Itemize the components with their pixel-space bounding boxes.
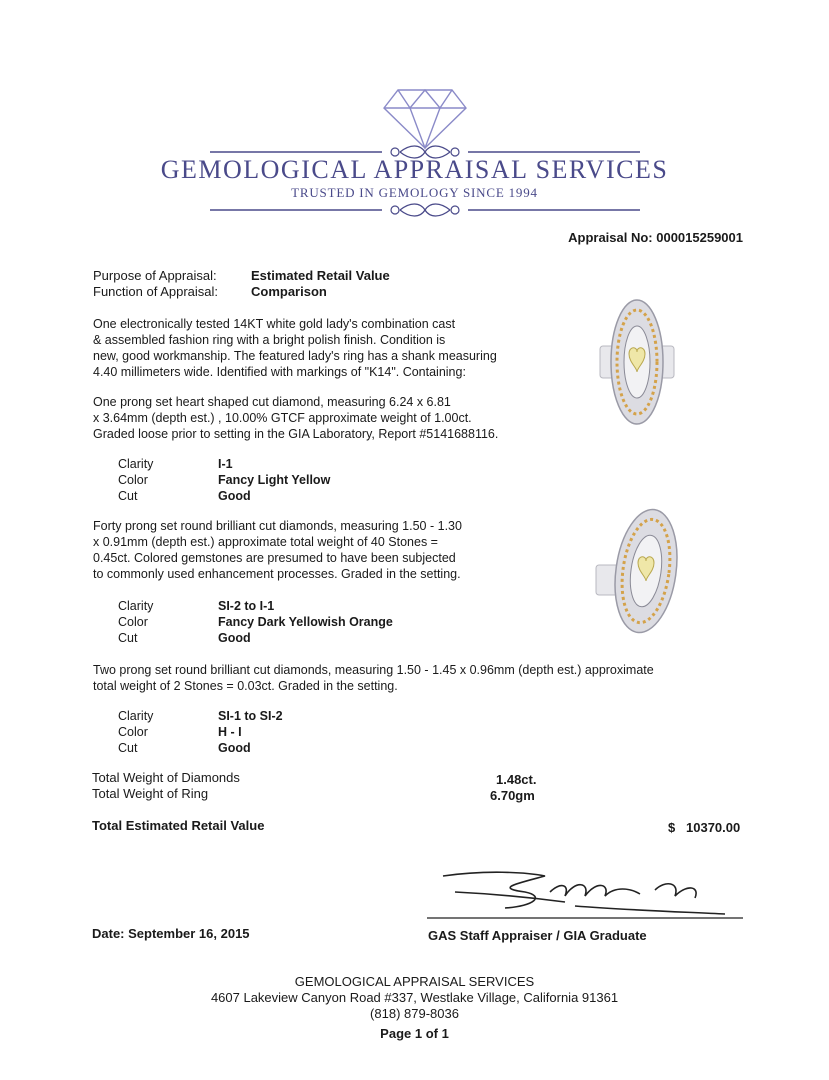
ring-description: One electronically tested 14KT white gold lady's combination cast & assembled fashion ring with a bright polish finish. Condition is new, good workmanship. The featured lady's ring has a shank measuring 4.40 millimeters wide. Identified with markings of "K14". Containing:	[93, 317, 497, 379]
diamond-logo-icon	[380, 86, 470, 150]
appraisal-number: Appraisal No: 000015259001	[568, 230, 743, 245]
purpose-label: Purpose of Appraisal:	[93, 268, 217, 283]
appraiser-signature	[425, 862, 745, 926]
stone3-description: Two prong set round brilliant cut diamonds, measuring 1.50 - 1.45 x 0.96mm (depth est.) approximate total weight of 2 Stones = 0.03ct. Graded in the setting.	[93, 663, 654, 693]
stone3-values: SI-1 to SI-2 H - I Good	[218, 709, 283, 755]
bottom-ornament-rule	[210, 200, 640, 220]
purpose-value: Estimated Retail Value	[251, 268, 390, 283]
company-name: GEMOLOGICAL APPRAISAL SERVICES	[160, 155, 669, 184]
footer-phone: (818) 879-8036	[370, 1006, 459, 1021]
function-value: Comparison	[251, 284, 327, 299]
total-diamonds-value: 1.48ct.	[496, 772, 537, 787]
currency-symbol: $	[668, 820, 676, 835]
total-ring-value: 6.70gm	[490, 788, 535, 803]
total-diamonds-label: Total Weight of Diamonds	[92, 770, 240, 785]
total-value: 10370.00	[686, 820, 741, 835]
appraisal-date: Date: September 16, 2015	[92, 926, 250, 941]
stone3-labels: Clarity Color Cut	[118, 709, 154, 755]
total-value-label: Total Estimated Retail Value	[92, 818, 265, 833]
stone2-description: Forty prong set round brilliant cut diamonds, measuring 1.50 - 1.30 x 0.91mm (depth est.) approximate total weight of 40 Stones = 0.45ct. Colored gemstones are presumed to have been subjected to commonly used enhancement processes. Graded in the setting.	[93, 519, 462, 581]
stone1-description: One prong set heart shaped cut diamond, measuring 6.24 x 6.81 x 3.64mm (depth est.) , 10.00% GTCF approximate weight of 1.00ct. Graded loose prior to setting in the GIA Laboratory, Report #5141688116.	[93, 395, 499, 441]
ring-side-view-image	[590, 505, 690, 640]
stone1-labels: Clarity Color Cut	[118, 457, 154, 503]
appraiser-title: GAS Staff Appraiser / GIA Graduate	[428, 928, 647, 943]
footer-address: 4607 Lakeview Canyon Road #337, Westlake Village, California 91361	[210, 990, 619, 1005]
footer-company: GEMOLOGICAL APPRAISAL SERVICES	[294, 974, 535, 989]
page-number: Page 1 of 1	[380, 1026, 449, 1041]
stone2-labels: Clarity Color Cut	[118, 599, 154, 645]
company-tagline: TRUSTED IN GEMOLOGY SINCE 1994	[291, 185, 538, 200]
ring-top-view-image	[592, 294, 682, 434]
total-ring-label: Total Weight of Ring	[92, 786, 209, 801]
stone2-values: SI-2 to I-1 Fancy Dark Yellowish Orange Good	[218, 599, 393, 645]
stone1-values: I-1 Fancy Light Yellow Good	[218, 457, 331, 503]
function-label: Function of Appraisal:	[93, 284, 219, 299]
top-ornament-rule	[210, 142, 640, 162]
